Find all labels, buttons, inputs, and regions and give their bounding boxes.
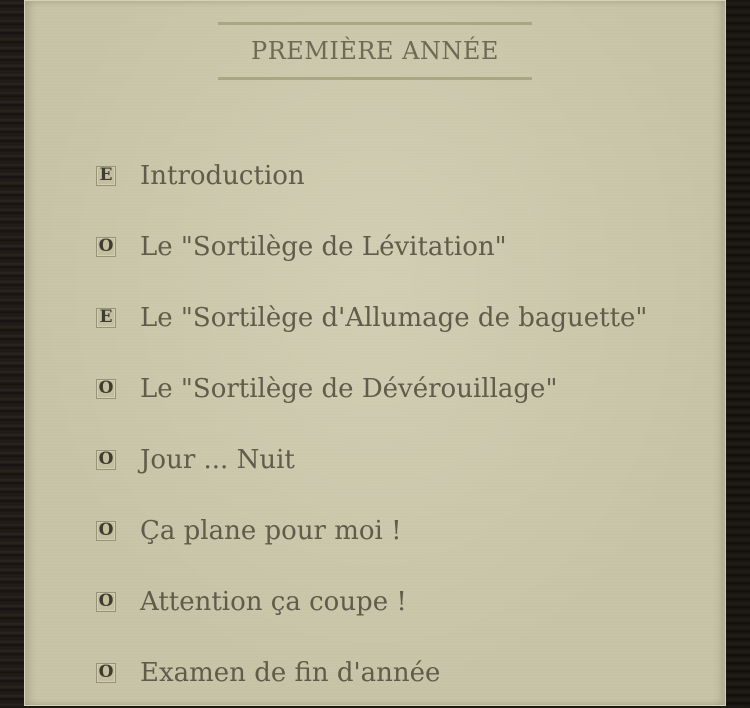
grade-badge: O xyxy=(96,450,116,470)
lesson-item-ca-plane[interactable] xyxy=(96,495,647,566)
frame-right-border xyxy=(726,0,750,706)
grade-badge: O xyxy=(96,379,116,399)
lesson-label: Jour ... Nuit xyxy=(140,444,295,475)
lesson-label: Attention ça coupe ! xyxy=(140,586,407,617)
grade-badge: E xyxy=(96,166,116,186)
grade-badge: O xyxy=(96,663,116,683)
lesson-item-introduction[interactable] xyxy=(96,140,647,211)
lesson-label: Examen de fin d'année xyxy=(140,657,441,688)
grade-badge: O xyxy=(96,237,116,257)
grade-badge: O xyxy=(96,592,116,612)
lesson-item-examen[interactable] xyxy=(96,637,647,708)
lesson-item-levitation[interactable] xyxy=(96,211,647,282)
lesson-label: Le "Sortilège de Lévitation" xyxy=(140,231,507,262)
lesson-label: Ça plane pour moi ! xyxy=(140,515,402,546)
grade-badge: E xyxy=(96,308,116,328)
section-header xyxy=(218,22,532,80)
lesson-label: Le "Sortilège d'Allumage de baguette" xyxy=(140,302,648,333)
parchment-panel xyxy=(24,0,726,706)
lesson-item-attention[interactable] xyxy=(96,566,647,637)
lesson-item-jour-nuit[interactable] xyxy=(96,424,647,495)
lesson-label: Introduction xyxy=(140,160,305,191)
lesson-label: Le "Sortilège de Dévérouillage" xyxy=(140,373,558,404)
grade-badge: O xyxy=(96,521,116,541)
lesson-item-allumage[interactable] xyxy=(96,282,647,353)
section-title: PREMIÈRE ANNÉE xyxy=(251,37,499,65)
frame-left-border xyxy=(0,0,24,706)
lesson-item-deverouillage[interactable] xyxy=(96,353,647,424)
lesson-list xyxy=(96,140,647,708)
